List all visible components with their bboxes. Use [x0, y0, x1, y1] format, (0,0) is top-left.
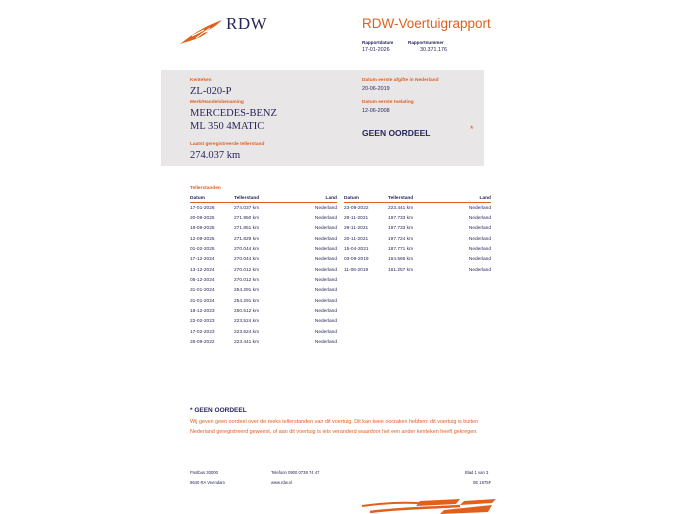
table-row [344, 255, 491, 265]
table-row [190, 327, 337, 337]
reading-date: 29-11-2021 [344, 216, 369, 222]
reading-date: 17-12-2024 [190, 257, 215, 263]
footer-code: 0E 1975F [473, 480, 492, 485]
reading-date: 22-02-2023 [190, 319, 215, 325]
table-row [190, 255, 337, 265]
column-header-reading: Tellerstand [234, 195, 292, 203]
first-nl-label: Datum eerste afgifte in Nederland [362, 78, 439, 83]
reading-date: 13-12-2024 [190, 267, 215, 273]
reading-value: 254.291 km [234, 298, 260, 304]
footer-address-line1: Postbus 30000 [190, 470, 218, 475]
column-header-date: Datum [190, 195, 234, 203]
reading-date: 31-01-2024 [190, 288, 215, 294]
reading-country: Nederland [314, 236, 337, 242]
odometer-value: 274.037 km [190, 150, 241, 161]
reading-country: Nederland [468, 257, 491, 263]
rdw-logo-icon [178, 18, 226, 46]
reading-date: 05-12-2024 [190, 278, 215, 284]
note-body: Wij geven geen oordeel over de reeks tellerstanden van dit voertuig. Dit kan twee oorzaken hebben: dit voertuig is buiten Nederland geregistreerd geweest, of aan dit voertuig is iets veranderd waardoor het een ander kenteken heeft gekregen. [190, 419, 478, 436]
reading-value: 250.512 km [234, 309, 260, 315]
table-row [190, 265, 337, 275]
first-admission-value: 12-06-2008 [362, 108, 390, 114]
reading-value: 223.524 km [234, 319, 260, 325]
reading-date: 20-11-2021 [344, 236, 369, 242]
plate-value: ZL-020-P [190, 86, 232, 97]
reading-country: Nederland [314, 226, 337, 232]
reading-date: 17-01-2026 [190, 205, 215, 211]
footer-address-line2: 9640 RA Veendam [190, 480, 225, 485]
footer-phone: Telefoon 0900 0739 74 47 [271, 470, 320, 475]
table-row [190, 337, 337, 347]
readings-table-right [344, 195, 491, 275]
model-value: ML 350 4MATIC [190, 121, 265, 132]
table-row [190, 213, 337, 223]
reading-value: 223.524 km [234, 329, 260, 335]
reading-date: 26-09-2022 [190, 340, 215, 346]
table-row [190, 275, 337, 285]
reading-country: Nederland [314, 298, 337, 304]
reading-country: Nederland [468, 247, 491, 253]
reading-value: 270.044 km [234, 257, 260, 263]
table-row [190, 286, 337, 296]
first-nl-value: 20-06-2019 [362, 86, 390, 92]
rdw-decorative-stripes-icon [360, 498, 500, 514]
table-row [190, 306, 337, 316]
brand-value: MERCEDES-BENZ [190, 108, 277, 119]
table-row [190, 317, 337, 327]
table-row [190, 203, 337, 214]
table-row [344, 234, 491, 244]
reading-date: 01-02-2025 [190, 247, 215, 253]
reading-value: 270.012 km [234, 278, 260, 284]
reading-value: 164.566 km [388, 257, 414, 263]
reading-value: 197.733 km [388, 226, 414, 232]
column-header-country: Land [446, 195, 491, 203]
reading-date: 20-09-2025 [190, 216, 215, 222]
reading-value: 254.291 km [234, 288, 260, 294]
table-row [190, 296, 337, 306]
report-number-label: Rapportnummer [408, 40, 444, 45]
readings-table-left [190, 195, 337, 348]
reading-value: 270.012 km [234, 267, 260, 273]
reading-country: Nederland [314, 278, 337, 284]
reading-value: 270.044 km [234, 247, 260, 253]
reading-value: 274.037 km [234, 205, 260, 211]
column-header-country: Land [292, 195, 337, 203]
reading-date: 19-09-2025 [190, 226, 215, 232]
reading-country: Nederland [314, 247, 337, 253]
reading-country: Nederland [314, 309, 337, 315]
reading-country: Nederland [314, 340, 337, 346]
verdict-value: GEEN OORDEEL [362, 128, 431, 138]
reading-date: 31-01-2024 [190, 298, 215, 304]
reading-country: Nederland [468, 236, 491, 242]
reading-country: Nederland [314, 319, 337, 325]
readings-title: Tellerstanden [190, 186, 221, 191]
reading-value: 271.829 km [234, 236, 260, 242]
brand-label: Merk/Handelsbenaming [190, 100, 244, 105]
report-number: 30.371.176 [420, 47, 447, 53]
reading-date: 03-09-2019 [344, 257, 369, 263]
reading-value: 223.441 km [234, 340, 260, 346]
reading-date: 17-02-2023 [190, 329, 215, 335]
logo-text: RDW [226, 14, 268, 33]
reading-country: Nederland [314, 267, 337, 273]
reading-date: 11-06-2019 [344, 267, 369, 273]
reading-value: 197.733 km [388, 216, 414, 222]
reading-country: Nederland [468, 226, 491, 232]
footer-page: Blad 1 van 3 [465, 470, 489, 475]
table-row [344, 203, 491, 214]
reading-country: Nederland [468, 216, 491, 222]
odometer-label: Laatst geregistreerde tellerstand [190, 142, 265, 147]
reading-value: 187.771 km [388, 247, 414, 253]
table-row [344, 224, 491, 234]
reading-value: 271.950 km [234, 216, 260, 222]
reading-country: Nederland [314, 288, 337, 294]
reading-date: 29-11-2021 [344, 226, 369, 232]
reading-value: 271.851 km [234, 226, 260, 232]
reading-country: Nederland [314, 257, 337, 263]
column-header-date: Datum [344, 195, 388, 203]
table-row [190, 224, 337, 234]
table-row [190, 244, 337, 254]
report-title: RDW-Voertuigrapport [362, 16, 491, 31]
footer-website: www.rdw.nl [271, 480, 292, 485]
first-admission-label: Datum eerste toelating [362, 100, 414, 105]
table-row [344, 265, 491, 275]
reading-date: 18-12-2023 [190, 309, 215, 315]
plate-label: Kenteken [190, 78, 212, 83]
reading-value: 223.441 km [388, 205, 414, 211]
reading-country: Nederland [314, 329, 337, 335]
reading-country: Nederland [314, 216, 337, 222]
report-date: 17-01-2026 [362, 47, 390, 53]
reading-country: Nederland [468, 267, 491, 273]
table-row [190, 234, 337, 244]
reading-date: 23-09-2022 [344, 205, 369, 211]
report-date-label: Rapportdatum [362, 40, 394, 45]
reading-value: 197.724 km [388, 236, 414, 242]
reading-value: 161.257 km [388, 267, 414, 273]
verdict-star: * [470, 124, 474, 134]
table-row [344, 213, 491, 223]
table-row [344, 244, 491, 254]
reading-date: 12-09-2025 [190, 236, 215, 242]
note-title: * GEEN OORDEEL [190, 407, 247, 414]
reading-date: 15-04-2021 [344, 247, 369, 253]
reading-country: Nederland [468, 205, 491, 211]
reading-country: Nederland [314, 205, 337, 211]
column-header-reading: Tellerstand [388, 195, 446, 203]
